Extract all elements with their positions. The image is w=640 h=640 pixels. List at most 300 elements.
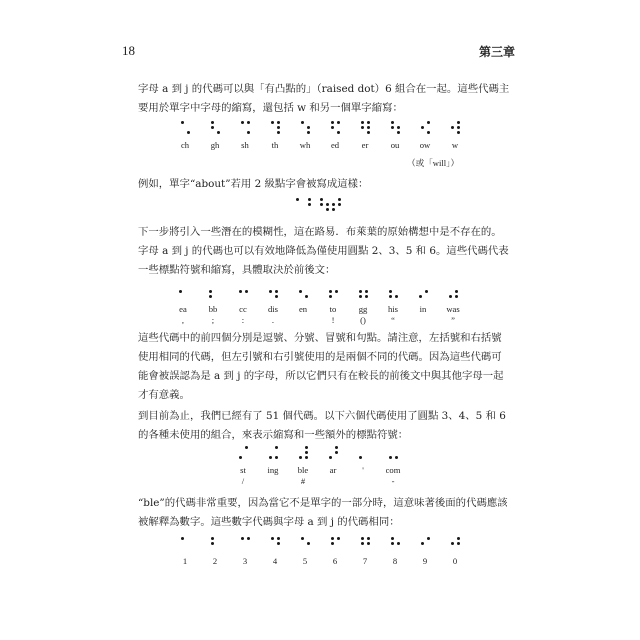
- braille-dot: [367, 547, 370, 550]
- braille-dot: [332, 208, 335, 211]
- braille-sublabel: #: [300, 476, 306, 486]
- braille-cell: [209, 285, 218, 298]
- braille-dot: [331, 542, 334, 545]
- braille-symbol: [440, 537, 470, 567]
- braille-dot: [307, 542, 310, 545]
- braille-dot: [179, 295, 182, 298]
- braille-dot: [451, 121, 454, 124]
- braille-cell: [421, 537, 430, 550]
- braille-dot: [307, 547, 310, 550]
- braille-dot: [455, 290, 458, 293]
- braille-sublabel: .: [271, 315, 275, 325]
- braille-dot: [245, 290, 248, 293]
- braille-label: ea: [179, 304, 187, 314]
- braille-cell: [308, 198, 317, 211]
- braille-dot: [338, 198, 341, 201]
- braille-dot: [427, 542, 430, 545]
- braille-dot: [247, 126, 250, 129]
- braille-dot: [271, 537, 274, 540]
- braille-dot: [211, 537, 214, 540]
- braille-dot: [335, 295, 338, 298]
- braille-sublabel: /: [241, 476, 245, 486]
- braille-label: 7: [362, 556, 368, 566]
- braille-dot: [302, 208, 305, 211]
- braille-cell: [389, 285, 398, 298]
- braille-dot: [359, 290, 362, 293]
- braille-dot: [269, 456, 272, 459]
- braille-dot: [302, 203, 305, 206]
- paragraph-1: 字母 a 到 j 的代碼可以與「有凸點的」（raised dot）6 組合在一起。這些代碼主要用於單字中字母的縮寫，還包括 w 和另一個單字縮寫：: [138, 83, 510, 114]
- braille-about: [296, 198, 341, 211]
- braille-dot: [187, 547, 190, 550]
- braille-dot: [367, 131, 370, 134]
- braille-dot: [337, 542, 340, 545]
- braille-cell: [331, 537, 340, 550]
- braille-dot: [209, 285, 212, 288]
- braille-dot: [451, 542, 454, 545]
- braille-cell: [331, 121, 340, 134]
- braille-dot: [211, 547, 214, 550]
- braille-dot: [395, 290, 398, 293]
- braille-label: in: [419, 304, 427, 314]
- braille-dot: [359, 456, 362, 459]
- braille-dot: [247, 547, 250, 550]
- braille-dot: [395, 451, 398, 454]
- braille-label: dis: [267, 304, 279, 314]
- braille-dot: [337, 537, 340, 540]
- braille-dot: [301, 547, 304, 550]
- braille-cell: [299, 446, 308, 459]
- braille-row-contractions: [170, 121, 470, 151]
- braille-dot: [361, 547, 364, 550]
- braille-dot: [451, 537, 454, 540]
- braille-sublabel: ,: [181, 315, 185, 325]
- braille-label: ': [362, 465, 364, 475]
- braille-dot: [395, 456, 398, 459]
- braille-dot: [397, 126, 400, 129]
- braille-row-extra: [228, 446, 408, 487]
- braille-symbol: [320, 121, 350, 151]
- braille-dot: [365, 456, 368, 459]
- braille-symbol: [348, 285, 378, 326]
- braille-label: ou: [390, 140, 400, 150]
- braille-cell: [320, 198, 329, 211]
- braille-dot: [395, 295, 398, 298]
- chapter-title: 第三章: [478, 45, 515, 59]
- braille-cell: [359, 285, 368, 298]
- braille-symbol: [288, 285, 318, 326]
- braille-dot: [181, 126, 184, 129]
- braille-dot: [308, 208, 311, 211]
- braille-dot: [305, 285, 308, 288]
- braille-dot: [331, 121, 334, 124]
- braille-dot: [308, 203, 311, 206]
- braille-dot: [239, 290, 242, 293]
- braille-symbol: [260, 121, 290, 151]
- braille-cell: [241, 537, 250, 550]
- braille-dot: [269, 451, 272, 454]
- braille-dot: [305, 446, 308, 449]
- braille-dot: [181, 537, 184, 540]
- braille-dot: [419, 290, 422, 293]
- paragraph-6: “ble”的代碼非常重要，因為當它不是單字的一部分時，這意味著後面的代碼應該被解釋為數字。這些數字代碼與字母 a 到 j 的代碼相同：: [138, 497, 508, 528]
- braille-label: 2: [212, 556, 218, 566]
- braille-dot: [301, 542, 304, 545]
- braille-symbol: [288, 446, 318, 487]
- braille-dot: [301, 121, 304, 124]
- braille-symbol: [200, 121, 230, 151]
- braille-cell: [241, 121, 250, 134]
- braille-dot: [337, 126, 340, 129]
- braille-cell: [179, 285, 188, 298]
- braille-dot: [271, 131, 274, 134]
- braille-dot: [320, 208, 323, 211]
- braille-dot: [419, 285, 422, 288]
- braille-dot: [301, 131, 304, 134]
- braille-dot: [307, 126, 310, 129]
- braille-label: was: [446, 304, 460, 314]
- braille-label: sh: [241, 140, 249, 150]
- braille-dot: [361, 126, 364, 129]
- braille-cell: [391, 537, 400, 550]
- braille-dot: [215, 285, 218, 288]
- braille-dot: [365, 451, 368, 454]
- braille-label: ch: [180, 140, 190, 150]
- braille-dot: [335, 285, 338, 288]
- braille-symbol: [378, 285, 408, 326]
- braille-label: 3: [242, 556, 248, 566]
- braille-dot: [307, 131, 310, 134]
- braille-dot: [427, 131, 430, 134]
- braille-dot: [455, 295, 458, 298]
- braille-symbol: [380, 121, 410, 151]
- braille-dot: [320, 203, 323, 206]
- paragraph-3: 下一步將引入一些潛在的模糊性，這在路易．布萊葉的原始構想中是不存在的。字母 a 到 j 的代碼也可以有效地降低為僅使用圓點 2、3、5 和 6。這些代碼代表一些標點符號和縮寫，具體取決於前後文：: [138, 226, 509, 276]
- braille-dot: [271, 126, 274, 129]
- braille-cell: [332, 198, 341, 211]
- braille-dot: [305, 290, 308, 293]
- braille-cell: [389, 446, 398, 459]
- braille-dot: [277, 121, 280, 124]
- braille-dot: [427, 121, 430, 124]
- braille-label: gg: [358, 304, 368, 314]
- braille-dot: [391, 547, 394, 550]
- braille-dot: [421, 547, 424, 550]
- braille-symbol: [228, 285, 258, 326]
- braille-dot: [359, 295, 362, 298]
- braille-dot: [241, 537, 244, 540]
- braille-cell: [271, 121, 280, 134]
- braille-dot: [335, 451, 338, 454]
- braille-dot: [389, 285, 392, 288]
- braille-dot: [301, 126, 304, 129]
- braille-dot: [455, 285, 458, 288]
- braille-dot: [361, 537, 364, 540]
- braille-dot: [451, 547, 454, 550]
- braille-dot: [307, 121, 310, 124]
- braille-dot: [389, 456, 392, 459]
- braille-label: ing: [267, 465, 279, 475]
- braille-dot: [397, 547, 400, 550]
- braille-dot: [275, 456, 278, 459]
- braille-dot: [425, 290, 428, 293]
- braille-dot: [367, 542, 370, 545]
- braille-row-punctuation: [168, 285, 468, 326]
- braille-dot: [457, 542, 460, 545]
- braille-dot: [308, 198, 311, 201]
- braille-dot: [277, 547, 280, 550]
- braille-dot: [275, 446, 278, 449]
- braille-dot: [359, 446, 362, 449]
- braille-dot: [296, 198, 299, 201]
- braille-symbol: [228, 446, 258, 487]
- braille-label: ble: [297, 465, 309, 475]
- braille-symbol: [230, 121, 260, 151]
- braille-sublabel: [272, 476, 274, 487]
- braille-dot: [247, 537, 250, 540]
- braille-dot: [275, 295, 278, 298]
- braille-dot: [277, 126, 280, 129]
- braille-dot: [329, 285, 332, 288]
- braille-dot: [361, 131, 364, 134]
- braille-symbol: [320, 537, 350, 567]
- braille-dot: [239, 295, 242, 298]
- braille-dot: [217, 126, 220, 129]
- braille-sublabel: [422, 315, 424, 326]
- braille-cell: [329, 285, 338, 298]
- braille-dot: [338, 203, 341, 206]
- braille-dot: [211, 131, 214, 134]
- braille-cell: [301, 121, 310, 134]
- braille-dot: [239, 451, 242, 454]
- braille-dot: [421, 542, 424, 545]
- braille-sublabel: “: [391, 315, 395, 325]
- braille-symbol: [260, 537, 290, 567]
- braille-label: th: [271, 140, 279, 150]
- braille-dot: [359, 285, 362, 288]
- braille-dot: [307, 537, 310, 540]
- braille-dot: [217, 131, 220, 134]
- braille-dot: [245, 285, 248, 288]
- braille-cell: [269, 446, 278, 459]
- braille-dot: [179, 290, 182, 293]
- braille-dot: [329, 290, 332, 293]
- braille-dot: [365, 290, 368, 293]
- braille-dot: [457, 547, 460, 550]
- braille-label: bb: [208, 304, 218, 314]
- braille-label: er: [361, 140, 369, 150]
- braille-dot: [331, 126, 334, 129]
- braille-dot: [241, 121, 244, 124]
- braille-dot: [187, 131, 190, 134]
- braille-sublabel: -: [391, 476, 395, 486]
- braille-dot: [187, 126, 190, 129]
- braille-label: 1: [182, 556, 188, 566]
- braille-dot: [241, 131, 244, 134]
- braille-dot: [338, 208, 341, 211]
- braille-dot: [299, 456, 302, 459]
- braille-dot: [239, 285, 242, 288]
- braille-dot: [187, 121, 190, 124]
- braille-cell: [211, 121, 220, 134]
- braille-symbol: [290, 121, 320, 151]
- braille-dot: [395, 446, 398, 449]
- braille-dot: [337, 547, 340, 550]
- braille-dot: [241, 542, 244, 545]
- braille-dot: [397, 131, 400, 134]
- braille-dot: [421, 121, 424, 124]
- braille-symbol: [318, 446, 348, 487]
- braille-dot: [245, 295, 248, 298]
- braille-dot: [329, 446, 332, 449]
- braille-dot: [365, 446, 368, 449]
- braille-dot: [421, 126, 424, 129]
- braille-cell: [361, 537, 370, 550]
- braille-dot: [269, 446, 272, 449]
- braille-symbol: [438, 285, 468, 326]
- braille-sublabel: [302, 315, 304, 326]
- braille-dot: [245, 451, 248, 454]
- braille-row-numbers: [170, 537, 470, 567]
- braille-dot: [247, 542, 250, 545]
- braille-cell: [239, 285, 248, 298]
- braille-label: 4: [272, 556, 278, 566]
- braille-dot: [185, 290, 188, 293]
- braille-label: gh: [210, 140, 220, 150]
- braille-dot: [389, 295, 392, 298]
- braille-dot: [320, 198, 323, 201]
- braille-dot: [331, 131, 334, 134]
- braille-symbol: [350, 121, 380, 151]
- braille-cell: [181, 121, 190, 134]
- braille-dot: [391, 542, 394, 545]
- braille-dot: [239, 446, 242, 449]
- braille-symbol: [198, 285, 228, 326]
- braille-dot: [187, 542, 190, 545]
- braille-cell: [449, 285, 458, 298]
- braille-symbol: [170, 537, 200, 567]
- braille-label: ow: [419, 140, 431, 150]
- braille-dot: [277, 131, 280, 134]
- braille-dot: [185, 285, 188, 288]
- braille-dot: [209, 290, 212, 293]
- braille-dot: [277, 537, 280, 540]
- braille-dot: [337, 121, 340, 124]
- braille-dot: [337, 131, 340, 134]
- braille-dot: [215, 295, 218, 298]
- braille-symbol: [230, 537, 260, 567]
- braille-dot: [241, 126, 244, 129]
- braille-dot: [241, 547, 244, 550]
- braille-cell: [271, 537, 280, 550]
- braille-dot: [335, 290, 338, 293]
- braille-cell: [239, 446, 248, 459]
- braille-dot: [217, 121, 220, 124]
- braille-cell: [181, 537, 190, 550]
- braille-label: w: [451, 140, 459, 150]
- braille-dot: [329, 456, 332, 459]
- braille-label: to: [329, 304, 337, 314]
- braille-dot: [179, 285, 182, 288]
- braille-cell: [451, 537, 460, 550]
- braille-label: 5: [302, 556, 308, 566]
- braille-symbol: [348, 446, 378, 487]
- braille-dot: [209, 295, 212, 298]
- braille-label: wh: [299, 140, 311, 150]
- braille-symbol: [380, 537, 410, 567]
- braille-cell: [211, 537, 220, 550]
- braille-sublabel: !: [331, 315, 335, 325]
- braille-dot: [217, 547, 220, 550]
- braille-dot: [305, 451, 308, 454]
- braille-dot: [365, 285, 368, 288]
- braille-symbol: [440, 121, 470, 151]
- braille-cell: [269, 285, 278, 298]
- braille-dot: [449, 295, 452, 298]
- braille-sublabel: [332, 476, 334, 487]
- braille-sublabel: :: [241, 315, 245, 325]
- braille-dot: [367, 121, 370, 124]
- braille-dot: [247, 131, 250, 134]
- braille-cell: [296, 198, 305, 211]
- braille-dot: [391, 126, 394, 129]
- braille-dot: [296, 203, 299, 206]
- braille-dot: [299, 446, 302, 449]
- braille-dot: [419, 295, 422, 298]
- braille-dot: [359, 451, 362, 454]
- braille-label: ar: [329, 465, 337, 475]
- braille-dot: [181, 131, 184, 134]
- paragraph-2: 例如，單字“about”若用 2 級點字會被寫成這樣：: [138, 178, 369, 190]
- braille-cell: [329, 446, 338, 459]
- paragraph-4: 這些代碼中的前四個分別是逗號、分號、冒號和句點。請注意，左括號和右括號使用相同的代碼，但左引號和右引號使用的是兩個不同的代碼。因為這些代碼可能會被誤認為是 a 到 j 的字母，所以它們只有在較長的前後文中與其他字母一起才有意義。: [138, 332, 504, 401]
- braille-sublabel: [362, 476, 364, 487]
- braille-dot: [299, 285, 302, 288]
- braille-dot: [211, 126, 214, 129]
- braille-dot: [329, 295, 332, 298]
- braille-dot: [181, 547, 184, 550]
- braille-dot: [332, 203, 335, 206]
- braille-dot: [397, 542, 400, 545]
- braille-dot: [271, 121, 274, 124]
- braille-dot: [181, 121, 184, 124]
- braille-dot: [302, 198, 305, 201]
- braille-symbol: [200, 537, 230, 567]
- braille-dot: [181, 542, 184, 545]
- page-number: 18: [122, 43, 135, 58]
- paragraph-5: 到目前為止，我們已經有了 51 個代碼。以下六個代碼使用了圓點 3、4、5 和 6 的各種未使用的組合，來表示縮寫和一些額外的標點符號：: [138, 410, 506, 441]
- braille-dot: [391, 131, 394, 134]
- braille-cell: [361, 121, 370, 134]
- braille-dot: [269, 290, 272, 293]
- braille-dot: [299, 451, 302, 454]
- braille-dot: [397, 121, 400, 124]
- braille-dot: [427, 126, 430, 129]
- braille-dot: [314, 198, 317, 201]
- braille-label: his: [387, 304, 399, 314]
- braille-dot: [389, 290, 392, 293]
- braille-dot: [451, 126, 454, 129]
- braille-dot: [421, 131, 424, 134]
- will-note: （或「will」）: [407, 158, 460, 168]
- braille-dot: [425, 285, 428, 288]
- braille-dot: [391, 121, 394, 124]
- braille-dot: [277, 542, 280, 545]
- braille-dot: [329, 451, 332, 454]
- braille-dot: [187, 537, 190, 540]
- braille-symbol: [408, 285, 438, 326]
- braille-dot: [427, 537, 430, 540]
